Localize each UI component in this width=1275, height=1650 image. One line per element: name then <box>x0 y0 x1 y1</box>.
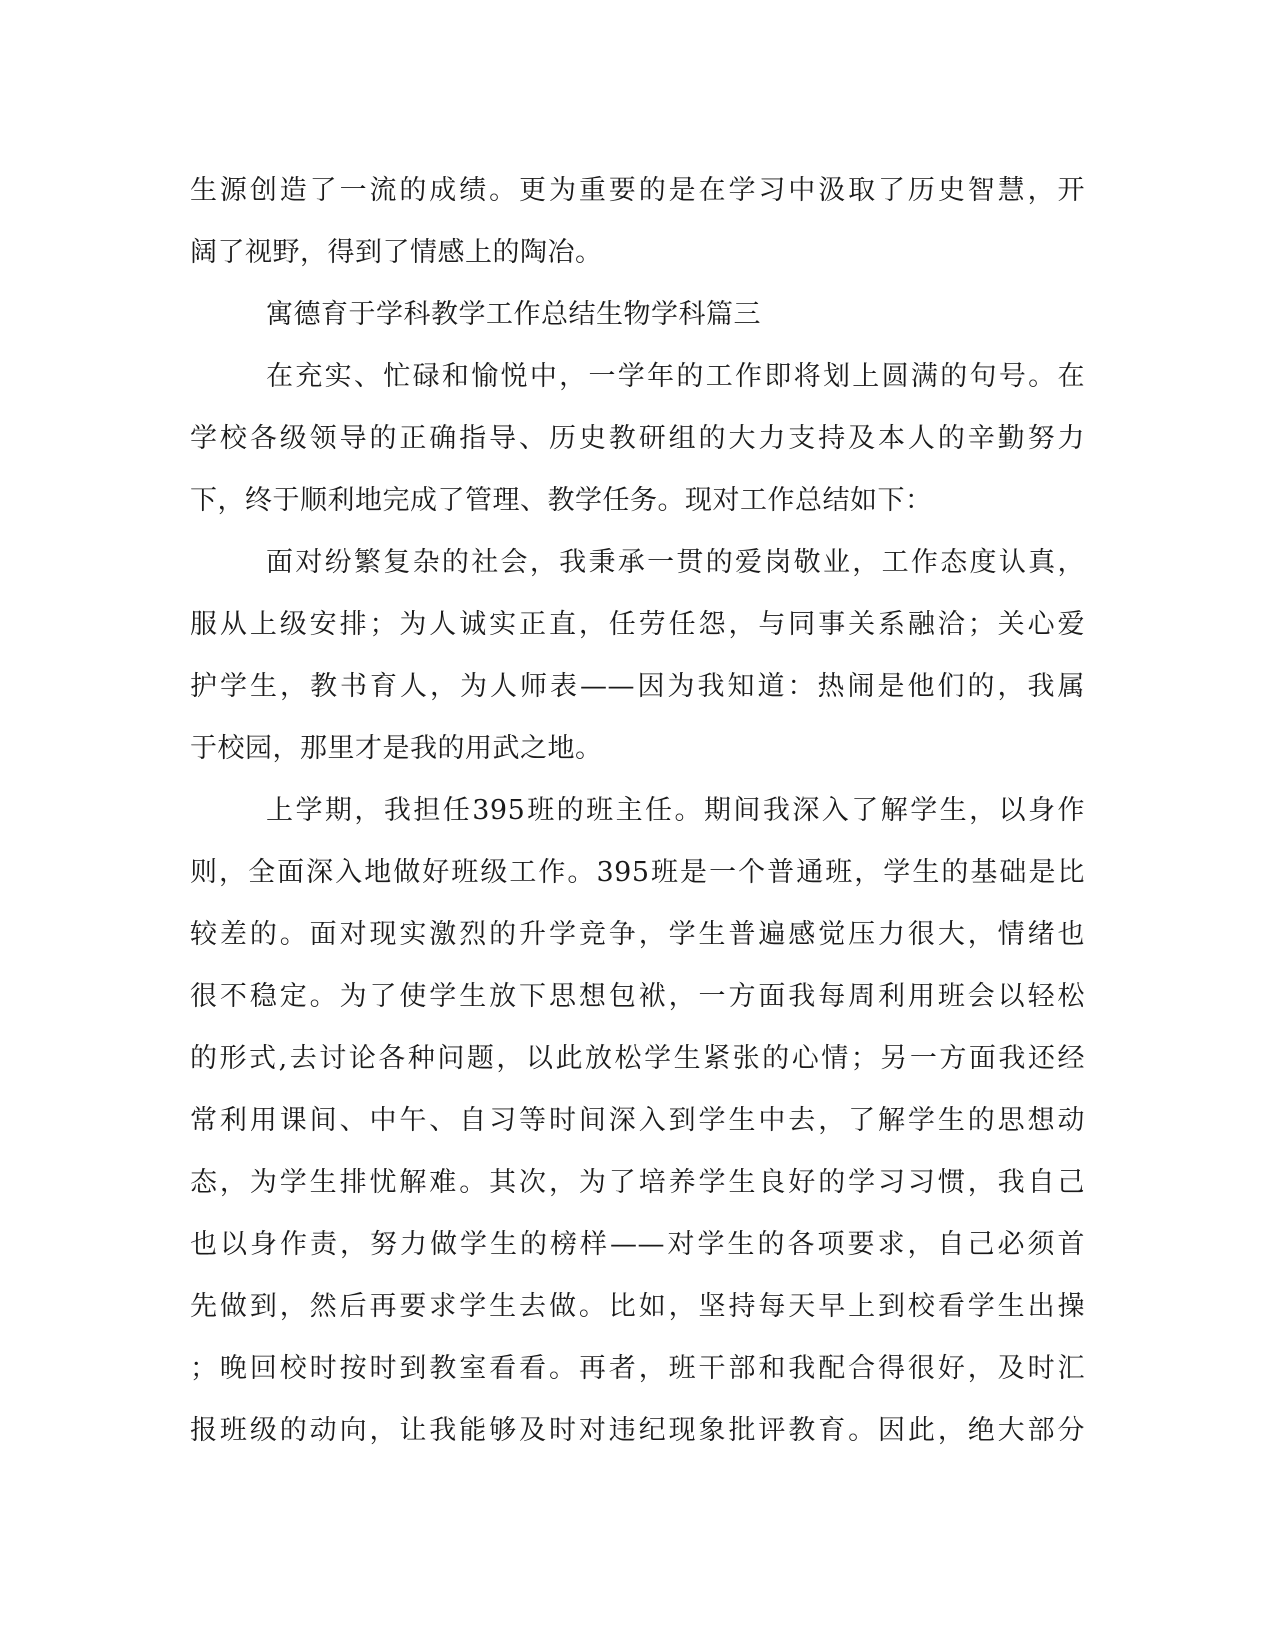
section-heading: 寓德育于学科教学工作总结生物学科篇三 <box>266 299 761 330</box>
document-body <box>190 160 1085 1462</box>
text-line: 常利用课间、中午、自习等时间深入到学生中去，了解学生的思想动 <box>190 1105 1085 1136</box>
text-line: 阔了视野，得到了情感上的陶冶。 <box>190 237 603 268</box>
text-line: 下，终于顺利地完成了管理、教学任务。现对工作总结如下： <box>190 485 933 516</box>
text-line: 则，全面深入地做好班级工作。395班是一个普通班，学生的基础是比 <box>190 857 1085 888</box>
text-line: 学校各级领导的正确指导、历史教研组的大力支持及本人的辛勤努力 <box>190 423 1085 454</box>
text-line: 也以身作责，努力做学生的榜样——对学生的各项要求，自己必须首 <box>190 1229 1085 1260</box>
text-line: 报班级的动向，让我能够及时对违纪现象批评教育。因此，绝大部分 <box>190 1415 1085 1446</box>
text-line: 面对纷繁复杂的社会，我秉承一贯的爱岗敬业，工作态度认真， <box>266 547 1085 578</box>
text-line: 先做到，然后再要求学生去做。比如，坚持每天早上到校看学生出操 <box>190 1291 1085 1322</box>
text-line: 在充实、忙碌和愉悦中，一学年的工作即将划上圆满的句号。在 <box>266 361 1085 392</box>
text-line: 上学期，我担任395班的班主任。期间我深入了解学生，以身作 <box>266 795 1085 826</box>
text-line: 护学生，教书育人，为人师表——因为我知道：热闹是他们的，我属 <box>190 671 1085 702</box>
text-line: 态，为学生排忧解难。其次，为了培养学生良好的学习习惯，我自己 <box>190 1167 1085 1198</box>
text-line: 的形式,去讨论各种问题，以此放松学生紧张的心情；另一方面我还经 <box>190 1043 1085 1074</box>
text-line: 生源创造了一流的成绩。更为重要的是在学习中汲取了历史智慧，开 <box>190 175 1085 206</box>
text-line: 很不稳定。为了使学生放下思想包袱，一方面我每周利用班会以轻松 <box>190 981 1085 1012</box>
text-line: 服从上级安排；为人诚实正直，任劳任怨，与同事关系融洽；关心爱 <box>190 609 1085 640</box>
text-line: 较差的。面对现实激烈的升学竞争，学生普遍感觉压力很大，情绪也 <box>190 919 1085 950</box>
text-line: ；晚回校时按时到教室看看。再者，班干部和我配合得很好，及时汇 <box>190 1353 1085 1384</box>
text-line: 于校园，那里才是我的用武之地。 <box>190 733 603 764</box>
